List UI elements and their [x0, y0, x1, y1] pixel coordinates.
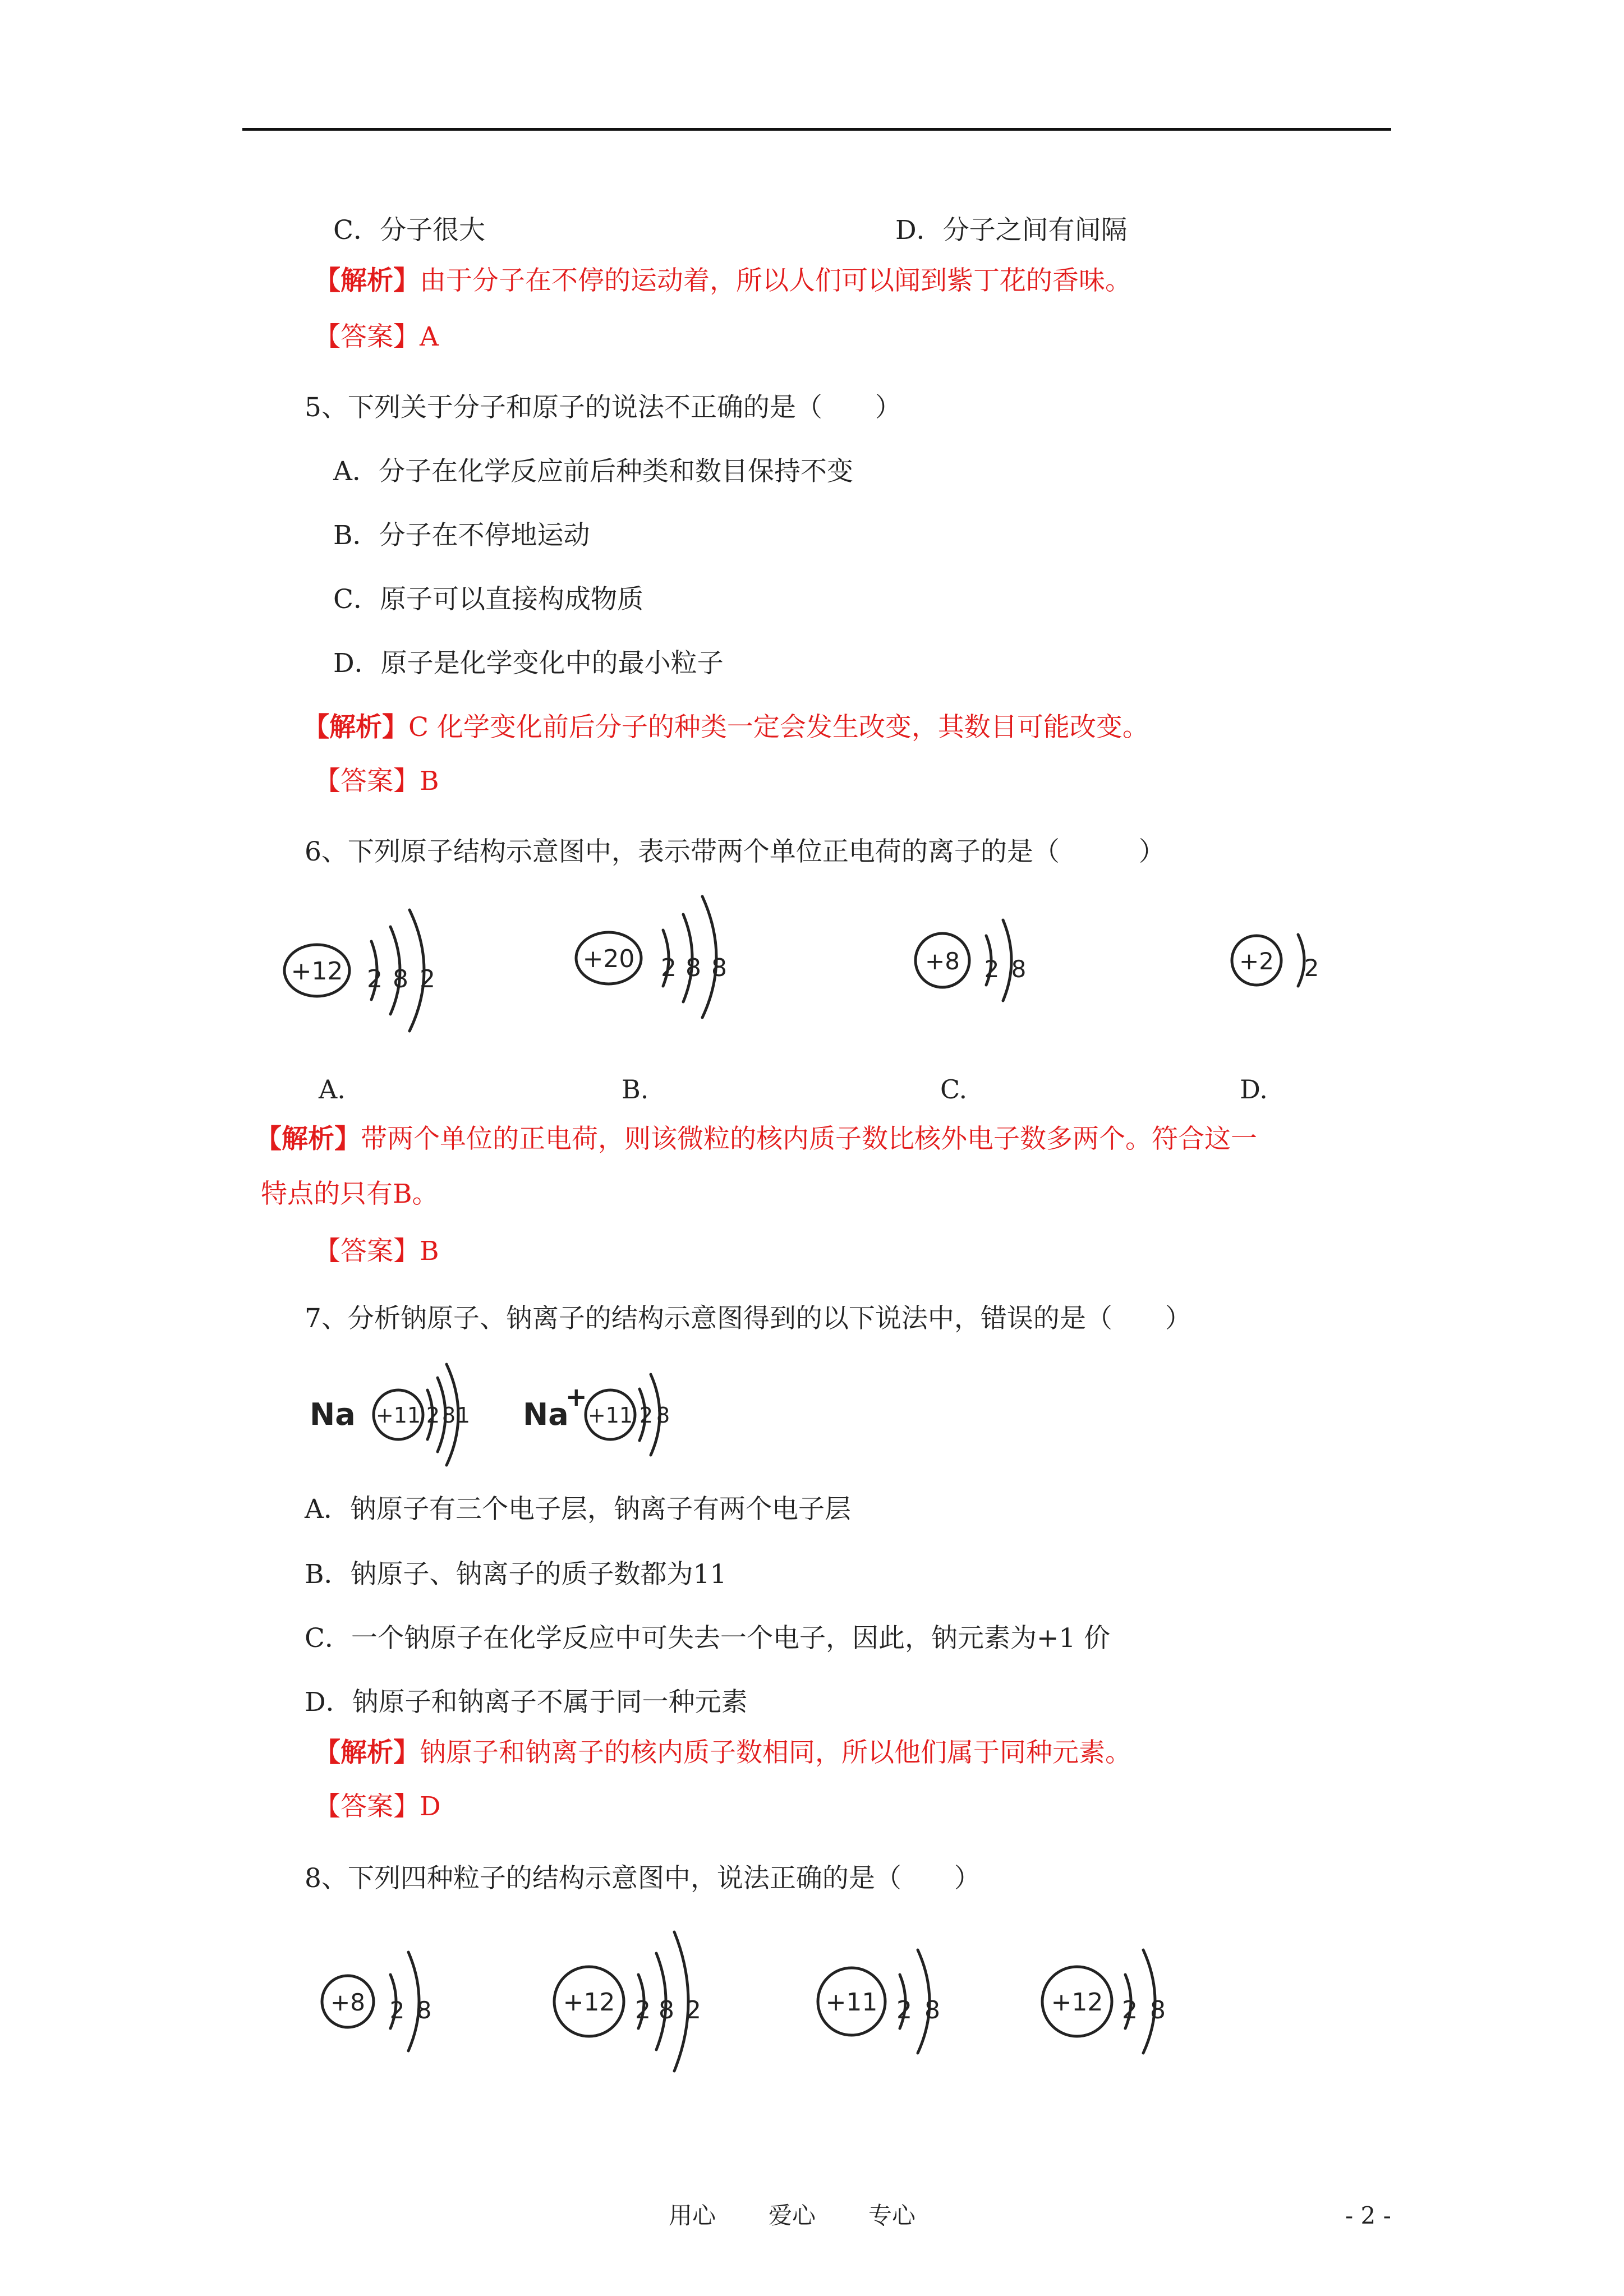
q5-stem: 5、下列关于分子和原子的说法不正确的是（ ）	[305, 392, 901, 423]
shell-electrons: 8	[659, 1996, 674, 2024]
atom-diagram-q8-2	[539, 1918, 718, 2087]
shell-electrons: 8	[1011, 955, 1027, 983]
nucleus-charge: +12	[1051, 1988, 1103, 2017]
analysis-text: 钠原子和钠离子的核内质子数相同，所以他们属于同种元素。	[420, 1737, 1131, 1768]
footer-right: 专心	[868, 2202, 916, 2229]
q4-option-c: C．分子很大	[333, 215, 485, 246]
q5-analysis	[303, 710, 1149, 745]
element-symbol: Na	[310, 1397, 356, 1432]
nucleus-charge: +11	[375, 1403, 421, 1428]
diagram-label-c: C.	[940, 1074, 968, 1105]
q5-option-a: A．分子在化学反应前后种类和数目保持不变	[333, 456, 853, 487]
nucleus-charge: +11	[587, 1403, 633, 1428]
sodium-ion-diagram	[516, 1352, 679, 1475]
shell-electrons: 8	[416, 1996, 432, 2024]
q6-analysis-line2: 特点的只有B。	[261, 1179, 439, 1209]
shell-electrons: 2	[1304, 954, 1319, 982]
q4-option-d: D．分子之间有间隔	[895, 215, 1128, 246]
shell-electrons: 2	[661, 954, 677, 982]
answer-tag: 【答案】	[314, 1791, 420, 1822]
footer-mid: 爱心	[769, 2202, 816, 2229]
shell-electrons: 2	[635, 1996, 651, 2024]
nucleus-charge: +12	[291, 957, 343, 986]
shell-electrons: 8	[656, 1403, 670, 1428]
analysis-text: C 化学变化前后分子的种类一定会发生改变，其数目可能改变。	[408, 712, 1149, 743]
diagram-label-d: D.	[1240, 1074, 1268, 1105]
q5-option-b: B．分子在不停地运动	[333, 520, 590, 551]
q7-analysis	[314, 1736, 1131, 1770]
answer-tag: 【答案】	[314, 766, 420, 797]
page-number: - 2 -	[1345, 2202, 1391, 2229]
electron-shell	[1298, 935, 1304, 986]
nucleus-charge: +11	[825, 1988, 878, 2017]
nucleus-charge: +20	[582, 945, 635, 973]
q6-analysis-line1	[255, 1122, 1257, 1157]
shell-electrons: 8	[924, 1996, 940, 2024]
shell-electrons: 8	[441, 1403, 456, 1428]
atom-diagram-q6-b	[567, 869, 757, 1027]
shell-electrons: 2	[984, 955, 1000, 983]
q7-option-d: D．钠原子和钠离子不属于同一种元素	[305, 1687, 748, 1718]
diagram-label-a: A.	[319, 1074, 346, 1105]
q5-option-c: C．原子可以直接构成物质	[333, 584, 643, 615]
q7-option-c: C．一个钠原子在化学反应中可失去一个电子，因此，钠元素为+1 价	[305, 1623, 1111, 1654]
shell-electrons: 2	[1122, 1996, 1138, 2024]
q5-answer	[314, 764, 439, 799]
nucleus-charge: +12	[563, 1988, 615, 2017]
atom-diagram-q8-1	[314, 1930, 449, 2064]
analysis-text: 由于分子在不停的运动着，所以人们可以闻到紫丁花的香味。	[420, 265, 1131, 296]
analysis-text: 带两个单位的正电荷，则该微粒的核内质子数比核外电子数多两个。符合这一	[361, 1124, 1257, 1154]
shell-electrons: 2	[639, 1403, 654, 1428]
shell-electrons: 1	[456, 1403, 471, 1428]
answer-tag: 【答案】	[314, 1236, 420, 1267]
footer-left: 用心	[669, 2202, 716, 2229]
header-rule	[242, 128, 1391, 131]
q6-stem: 6、下列原子结构示意图中，表示带两个单位正电荷的离子的是（ ）	[305, 836, 1165, 867]
q5-option-d: D．原子是化学变化中的最小粒子	[333, 648, 724, 679]
analysis-tag: 【解析】	[255, 1124, 361, 1154]
answer-text: B	[420, 766, 439, 797]
atom-diagram-q8-4	[1032, 1930, 1178, 2076]
shell-electrons: 2	[420, 965, 435, 993]
answer-tag: 【答案】	[314, 321, 420, 352]
nucleus-charge: +8	[330, 1989, 365, 2016]
shell-electrons: 2	[367, 965, 383, 993]
shell-electrons: 8	[393, 965, 408, 993]
atom-diagram-q6-d	[1223, 898, 1335, 999]
shell-electrons: 2	[686, 1996, 701, 2024]
q4-answer	[314, 320, 439, 355]
analysis-tag: 【解析】	[314, 1737, 420, 1768]
shell-electrons: 8	[711, 954, 727, 982]
shell-electrons: 2	[389, 1996, 405, 2024]
q7-answer	[314, 1789, 441, 1824]
q6-answer	[314, 1234, 439, 1269]
analysis-tag: 【解析】	[303, 712, 408, 743]
element-symbol: Na	[523, 1397, 569, 1432]
q7-option-b: B．钠原子、钠离子的质子数都为11	[305, 1559, 727, 1590]
nucleus-charge: +2	[1239, 947, 1274, 975]
answer-text: B	[420, 1236, 439, 1267]
diagram-label-b: B.	[622, 1074, 649, 1105]
nucleus-charge: +8	[925, 947, 960, 975]
q4-analysis	[314, 264, 1131, 298]
q7-option-a: A．钠原子有三个电子层，钠离子有两个电子层	[305, 1494, 851, 1525]
shell-electrons: 8	[686, 954, 701, 982]
atom-diagram-q6-c	[903, 886, 1049, 1010]
sodium-atom-diagram	[303, 1352, 482, 1475]
answer-text: A	[420, 321, 439, 352]
atom-diagram-q6-a	[275, 881, 466, 1049]
electron-shell	[1003, 920, 1011, 1001]
q8-stem: 8、下列四种粒子的结构示意图中，说法正确的是（ ）	[305, 1863, 981, 1894]
ion-charge: +	[565, 1382, 587, 1412]
q7-stem: 7、分析钠原子、钠离子的结构示意图得到的以下说法中，错误的是（ ）	[305, 1303, 1191, 1334]
shell-electrons: 2	[896, 1996, 912, 2024]
analysis-tag: 【解析】	[314, 265, 420, 296]
atom-diagram-q8-3	[808, 1930, 954, 2076]
shell-electrons: 8	[1150, 1996, 1166, 2024]
answer-text: D	[420, 1791, 441, 1822]
shell-electrons: 2	[426, 1403, 440, 1428]
